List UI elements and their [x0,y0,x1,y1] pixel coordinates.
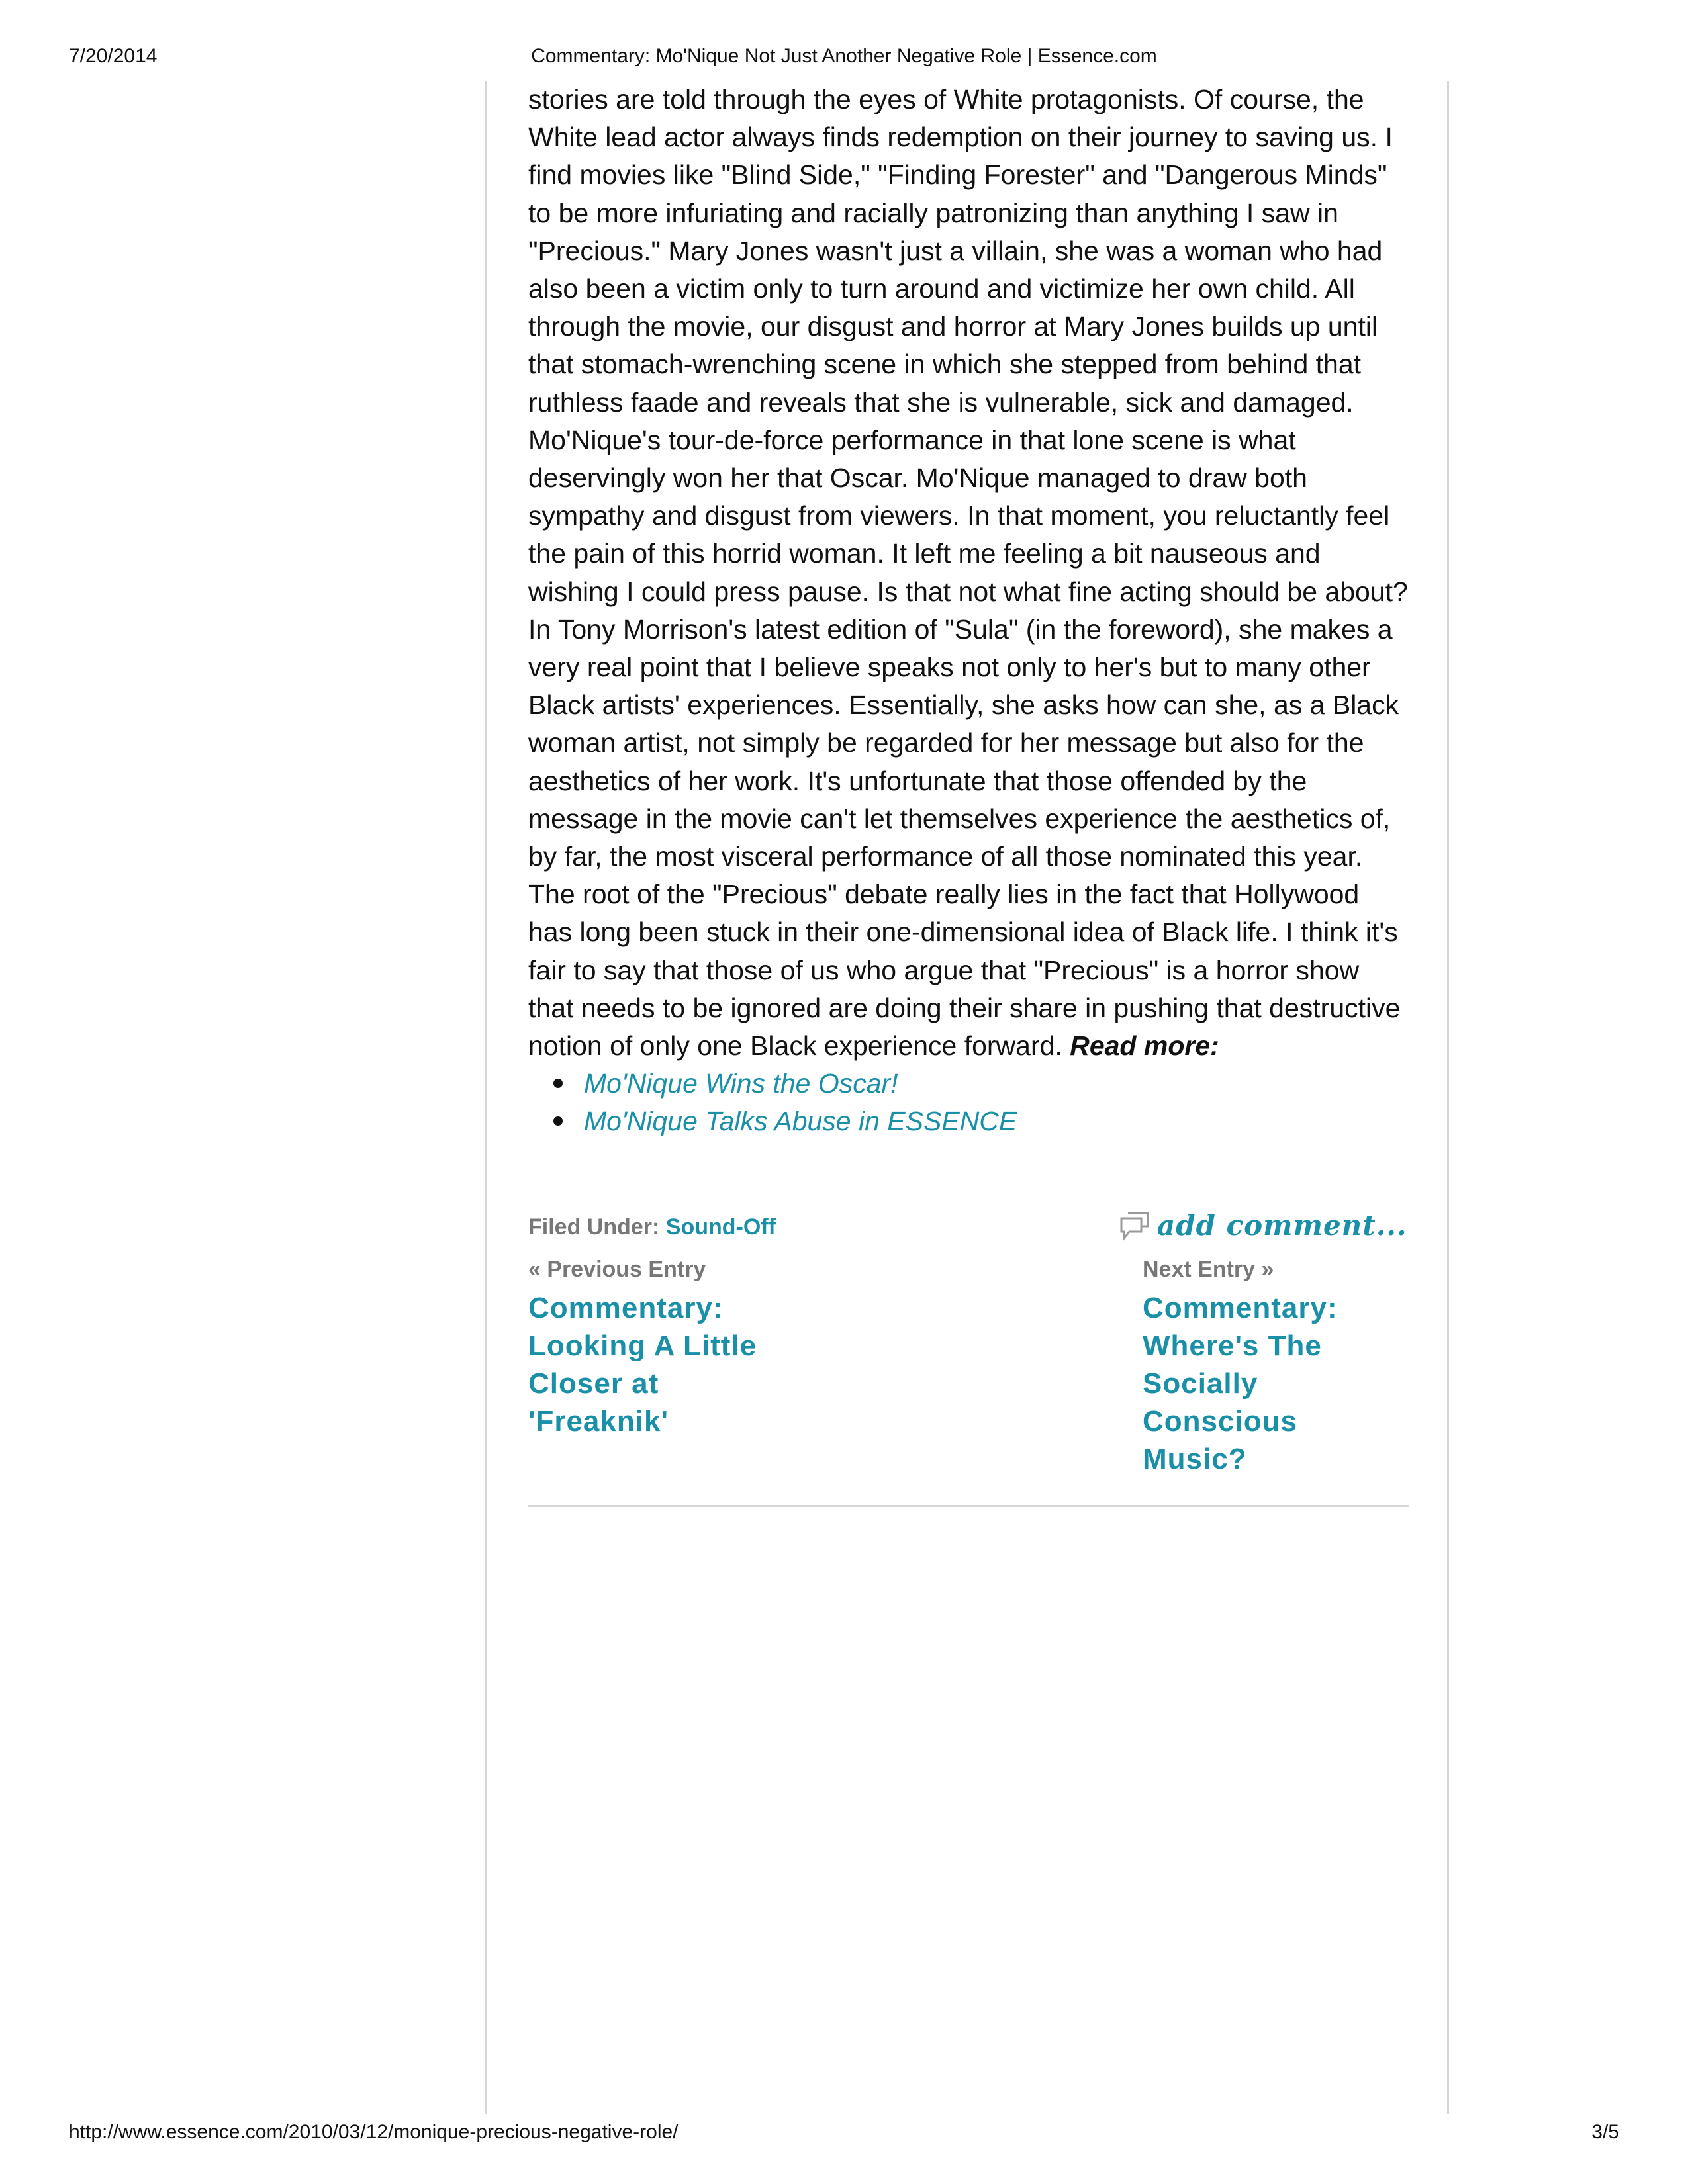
next-entry [1143,1253,1407,1478]
comment-bubble-icon [1119,1210,1150,1241]
bullet-icon [553,1116,563,1126]
read-more-label: Read more: [1070,1030,1219,1062]
bullet-icon [553,1079,563,1088]
related-links-list [528,1065,1409,1140]
add-comment-button[interactable] [1119,1209,1407,1242]
print-date: 7/20/2014 [69,45,158,67]
print-page-title: Commentary: Mo'Nique Not Just Another Negative Role | Essence.com [531,45,1157,67]
right-column-divider [1447,81,1449,2114]
related-link-oscar[interactable]: Mo'Nique Wins the Oscar! [584,1068,898,1099]
list-item [584,1065,1409,1103]
add-comment-label: add comment... [1157,1209,1407,1242]
article-body-text: stories are told through the eyes of White protagonists. Of course, the White lead actor always finds redemption on their journey to saving us. I find movies like "Blind Side," "Finding Forester" and "Dangerous Minds" to be more infuriating and racially patronizing than anything I saw in "Precious." Mary Jones wasn't just a villain, she was a woman who had also been a victim only to turn around and victimize her own child. All through the movie, our disgust and horror at Mary Jones builds up until that stomach-wrenching scene in which she stepped from behind that ruthless faade and reveals that she is vulnerable, sick and damaged. Mo'Nique's tour-de-force performance in that lone scene is what deservingly won her that Oscar. Mo'Nique managed to draw both sympathy and disgust from viewers. In that moment, you reluctantly feel the pain of this horrid woman. It left me feeling a bit nauseous and wishing I could press pause. Is that not what fine acting should be about? In Tony Morrison's latest edition of "Sula" (in the foreword), she makes a very real point that I believe speaks not only to her's but to many other Black artists' experiences. Essentially, she asks how can she, as a Black woman artist, not simply be regarded for her message but also for the aesthetics of her work. It's unfortunate that those offended by the message in the movie can't let themselves experience the aesthetics of, by far, the most visceral performance of all those nominated this year. The root of the "Precious" debate really lies in the fact that Hollywood has long been stuck in their one-dimensional idea of Black life. I think it's fair to say that those of us who argue that "Precious" is a horror show that needs to be ignored are doing their share in pushing that destructive notion of only one Black experience forward. [528,84,1408,1062]
left-column-divider [485,81,487,2114]
next-entry-label: Next Entry » [1143,1257,1274,1282]
previous-entry-link[interactable]: Commentary: Looking A Little Closer at 'Freaknik' [528,1292,757,1437]
article-content [528,81,1409,1475]
article-body [528,81,1409,1065]
filed-under-label: Filed Under: [528,1214,660,1240]
filed-under [528,1214,776,1240]
print-url: http://www.essence.com/2010/03/12/monique-precious-negative-role/ [69,2121,679,2143]
next-entry-link[interactable]: Commentary: Where's The Socially Conscious Music? [1143,1292,1338,1475]
list-item [584,1103,1409,1140]
related-link-abuse[interactable]: Mo'Nique Talks Abuse in ESSENCE [584,1106,1017,1137]
previous-entry [528,1253,806,1440]
page-number: 3/5 [1591,2121,1619,2143]
category-link[interactable]: Sound-Off [665,1214,776,1240]
previous-entry-label: « Previous Entry [528,1257,706,1282]
bottom-divider [528,1505,1409,1507]
